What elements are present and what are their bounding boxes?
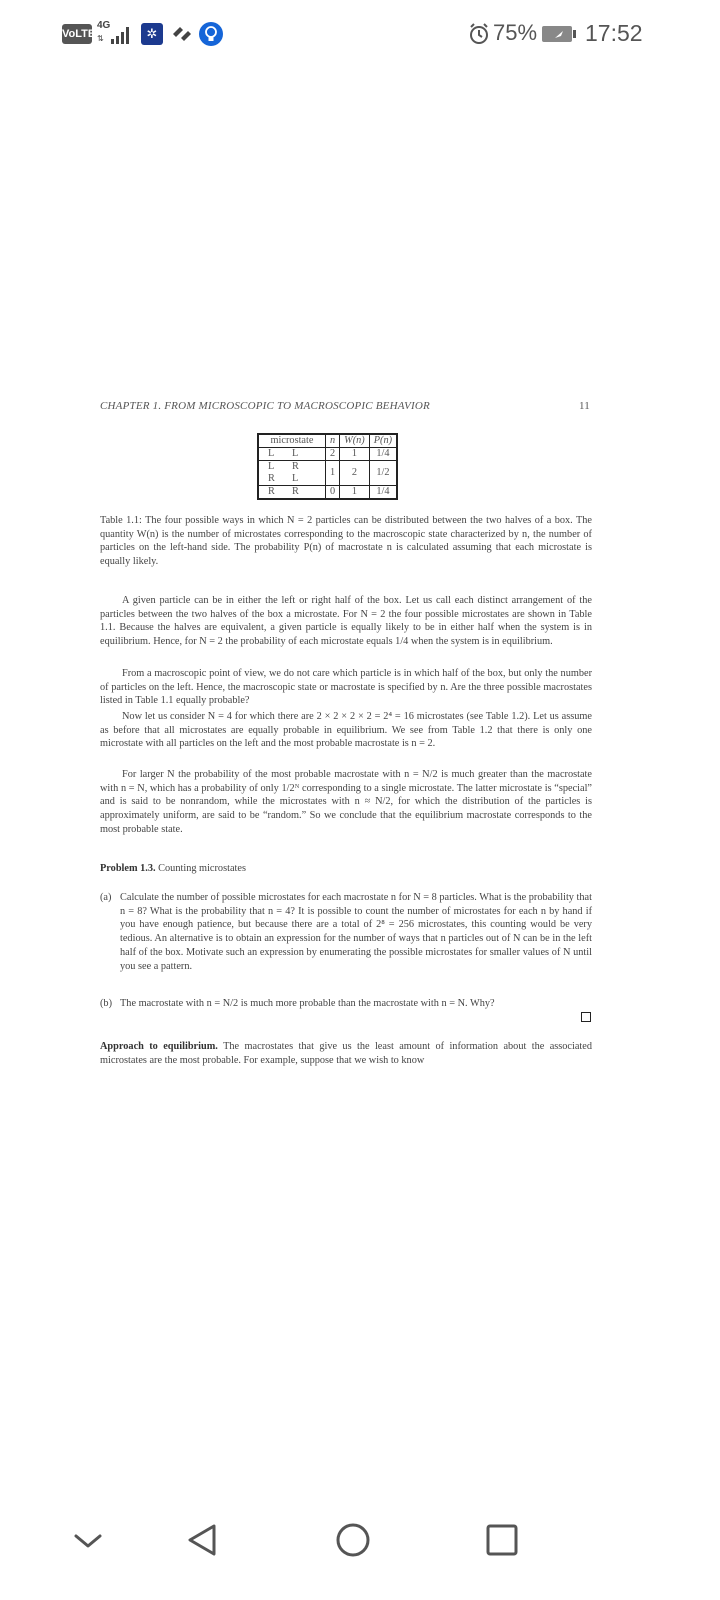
approach-text: The macrostates that give us the least amount of information about the associated microstates are the most probable. For example, suppose that we wish to know: [100, 1041, 593, 1066]
running-head: [100, 400, 592, 416]
app-notification-icon: ✲: [141, 23, 163, 45]
table-cell: 1: [340, 486, 370, 500]
alarm-icon: [467, 22, 491, 46]
item-text: The macrostate with n = N/2 is much more probable than the macrostate with n = N. Why?: [120, 998, 495, 1009]
paragraph: A given particle can be in either the left or right half of the box. Let us call each distinct arrangement of the particles between the two halves of the box a microstate. For N = 2 the four possible microstates are shown in Table 1.1. Because the halves are equivalent, a given particle is equally likely to be in either half when the system is in equilibrium. Hence, for N = 2 the probability of each microstate equals 1/4 when the system is in equilibrium.: [100, 595, 592, 648]
table-cell: 1/2: [369, 461, 397, 486]
home-icon[interactable]: [323, 1510, 383, 1570]
page-number: 11: [579, 400, 590, 412]
table-cell-microstate: R R: [258, 486, 326, 500]
paragraph: From a macroscopic point of view, we do not care which particle is in which half of the box, but only the number of particles on the left. Hence, the macroscopic state or macrostate is specified by n. Are the three possible macrostates listed in Table 1.1 equally probable?: [100, 668, 592, 707]
lightbulb-icon: [199, 22, 223, 46]
approach-paragraph: [100, 1040, 592, 1067]
volte-badge: VoLTE: [62, 24, 92, 44]
status-bar: [0, 0, 720, 72]
table-cell: 0: [326, 486, 340, 500]
table-row: [258, 461, 397, 486]
table-header: W(n): [340, 434, 370, 448]
approach-heading: Approach to equilibrium.: [100, 1041, 218, 1052]
problem-item: [100, 891, 592, 973]
table-row: [258, 486, 397, 500]
table-cell: 2: [326, 448, 340, 461]
signal-icon: 4G ⇅: [97, 20, 133, 46]
clock: 17:52: [585, 20, 643, 46]
paragraph: Now let us consider N = 4 for which there are 2 × 2 × 2 × 2 = 2⁴ = 16 microstates (see Table 1.2). Let us assume as before that all microstates are equally probable in equilibrium. We see from Table 1.2 that there is only one microstate with all particles on the left and the most probable macrostate is n = 2.: [100, 711, 592, 750]
collapse-chevron-icon[interactable]: [58, 1510, 118, 1570]
problem-label: Problem 1.3.: [100, 863, 156, 874]
table-header: P(n): [369, 434, 397, 448]
table-header-row: [258, 434, 397, 448]
table-cell: 2: [340, 461, 370, 486]
item-label: (a): [100, 892, 112, 903]
problem-title: Counting microstates: [158, 863, 246, 874]
chapter-title: CHAPTER 1. FROM MICROSCOPIC TO MACROSCOPIC BEHAVIOR: [100, 400, 430, 412]
end-of-problem-square-icon: [581, 1012, 591, 1022]
table-row: [258, 448, 397, 461]
problem-item: [100, 997, 592, 1011]
table-cell: 1: [340, 448, 370, 461]
table-cell: 1: [326, 461, 340, 486]
table-caption: Table 1.1: The four possible ways in which N = 2 particles can be distributed between the two halves of a box. The quantity W(n) is the number of microstates corresponding to the macroscopic state characterized by n, the number of particles on the left-hand side. The probability P(n) of macrostate n is calculated assuming that each microstate is equally likely.: [100, 515, 592, 568]
table-header: microstate: [258, 434, 326, 448]
battery-icon: [541, 25, 577, 43]
battery-percent: 75%: [493, 20, 538, 45]
paragraph: For larger N the probability of the most probable macrostate with n = N/2 is much greater than the macrostate with n = N, which has a probability of only 1/2ᴺ corresponding to a single microstate. The latter microstate is “special” and is said to be nonrandom, while the microstates with n ≈ N/2, for which the distribution of the particles is approximately uniform, are said to be “random.” So we conclude that the equilibrium macrostate corresponds to the most probable state.: [100, 769, 592, 835]
navigation-bar: [0, 1500, 720, 1600]
item-text: Calculate the number of possible microstates for each macrostate n for N = 8 particles. What is the probability that n = 8? What is the probability that n = 4? It is possible to count the number of microstates for each n by hand if you have enough patience, but because there are a total of 2⁸ = 256 microstates, this counting would be very tedious. An alternative is to obtain an expression for the number of ways that n particles out of N can be in the left half of the box. Motivate such an expression by enumerating the possible microstates for smaller values of N until you see a pattern.: [120, 892, 592, 972]
item-label: (b): [100, 998, 113, 1009]
network-type: 4G: [97, 20, 111, 31]
table-cell: 1/4: [369, 486, 397, 500]
table-cell-microstate: L R R L: [258, 461, 326, 486]
table-header: n: [326, 434, 340, 448]
back-icon[interactable]: [172, 1510, 232, 1570]
table-cell-microstate: L L: [258, 448, 326, 461]
microstate-table: [257, 433, 398, 500]
recents-icon[interactable]: [472, 1510, 532, 1570]
table-cell: 1/4: [369, 448, 397, 461]
problem-heading: [100, 862, 592, 876]
app-notification-icon: [170, 23, 194, 45]
